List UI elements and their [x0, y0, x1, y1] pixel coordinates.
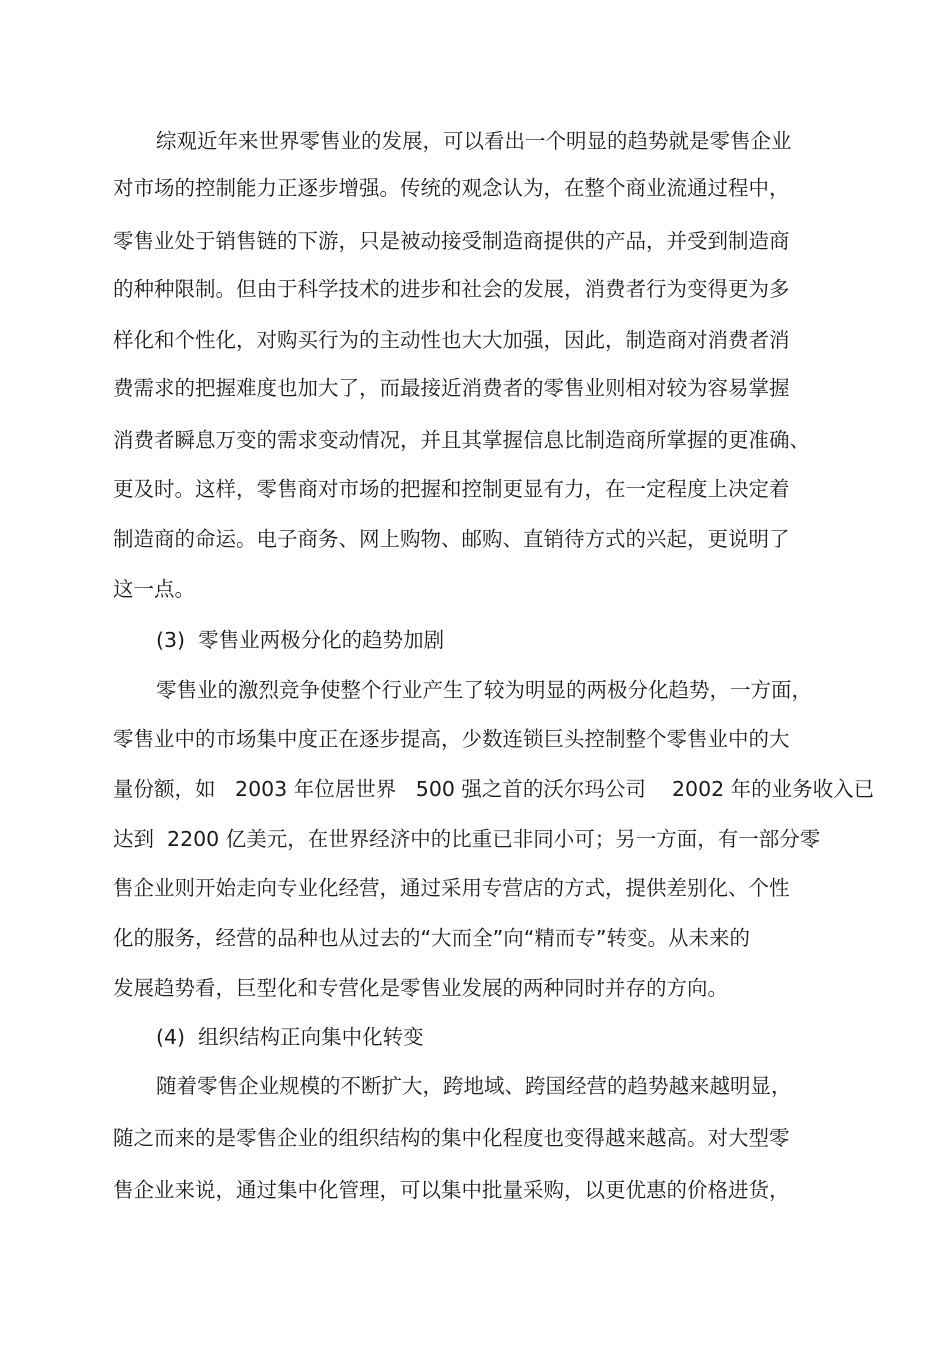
- text-line: 零售业处于销售链的下游，只是被动接受制造商提供的产品，并受到制造商: [113, 229, 790, 253]
- text-line: 达到 2200 亿美元，在世界经济中的比重已非同小可；另一方面，有一部分零: [113, 827, 821, 851]
- text-line: 费需求的把握难度也加大了，而最接近消费者的零售业则相对较为容易掌握: [113, 376, 790, 400]
- text-line: 化的服务，经营的品种也从过去的“大而全”向“精而专”转变。从未来的: [113, 926, 750, 950]
- text-line: 对市场的控制能力正逐步增强。传统的观念认为，在整个商业流通过程中，: [113, 176, 790, 200]
- section-heading: (3) 零售业两极分化的趋势加剧: [156, 628, 445, 652]
- section-heading: (4) 组织结构正向集中化转变: [156, 1025, 424, 1049]
- text-line: 售企业则开始走向专业化经营，通过采用专营店的方式，提供差别化、个性: [113, 876, 790, 900]
- text-line: 更及时。这样，零售商对市场的把握和控制更显有力，在一定程度上决定着: [113, 477, 790, 501]
- text-line: 综观近年来世界零售业的发展，可以看出一个明显的趋势就是零售企业: [156, 129, 792, 153]
- text-line: 量份额，如 2003 年位居世界 500 强之首的沃尔玛公司 2002 年的业务收入已: [113, 777, 875, 801]
- text-line: 制造商的命运。电子商务、网上购物、邮购、直销待方式的兴起，更说明了: [113, 527, 790, 551]
- text-line: 样化和个性化，对购买行为的主动性也大大加强，因此，制造商对消费者消: [113, 328, 790, 352]
- text-line: 发展趋势看，巨型化和专营化是零售业发展的两种同时并存的方向。: [113, 976, 728, 1000]
- text-line: 消费者瞬息万变的需求变动情况，并且其掌握信息比制造商所掌握的更准确、: [113, 428, 810, 452]
- text-line: 随着零售企业规模的不断扩大，跨地域、跨国经营的趋势越来越明显，: [156, 1074, 792, 1098]
- text-line: 的种种限制。但由于科学技术的进步和社会的发展，消费者行为变得更为多: [113, 277, 790, 301]
- text-line: 售企业来说，通过集中化管理，可以集中批量采购，以更优惠的价格进货，: [113, 1178, 790, 1202]
- text-line: 零售业的激烈竞争使整个行业产生了较为明显的两极分化趋势，一方面，: [156, 678, 812, 702]
- text-line: 这一点。: [113, 577, 195, 601]
- text-line: 随之而来的是零售企业的组织结构的集中化程度也变得越来越高。对大型零: [113, 1126, 790, 1150]
- text-line: 零售业中的市场集中度正在逐步提高，少数连锁巨头控制整个零售业中的大: [113, 727, 790, 751]
